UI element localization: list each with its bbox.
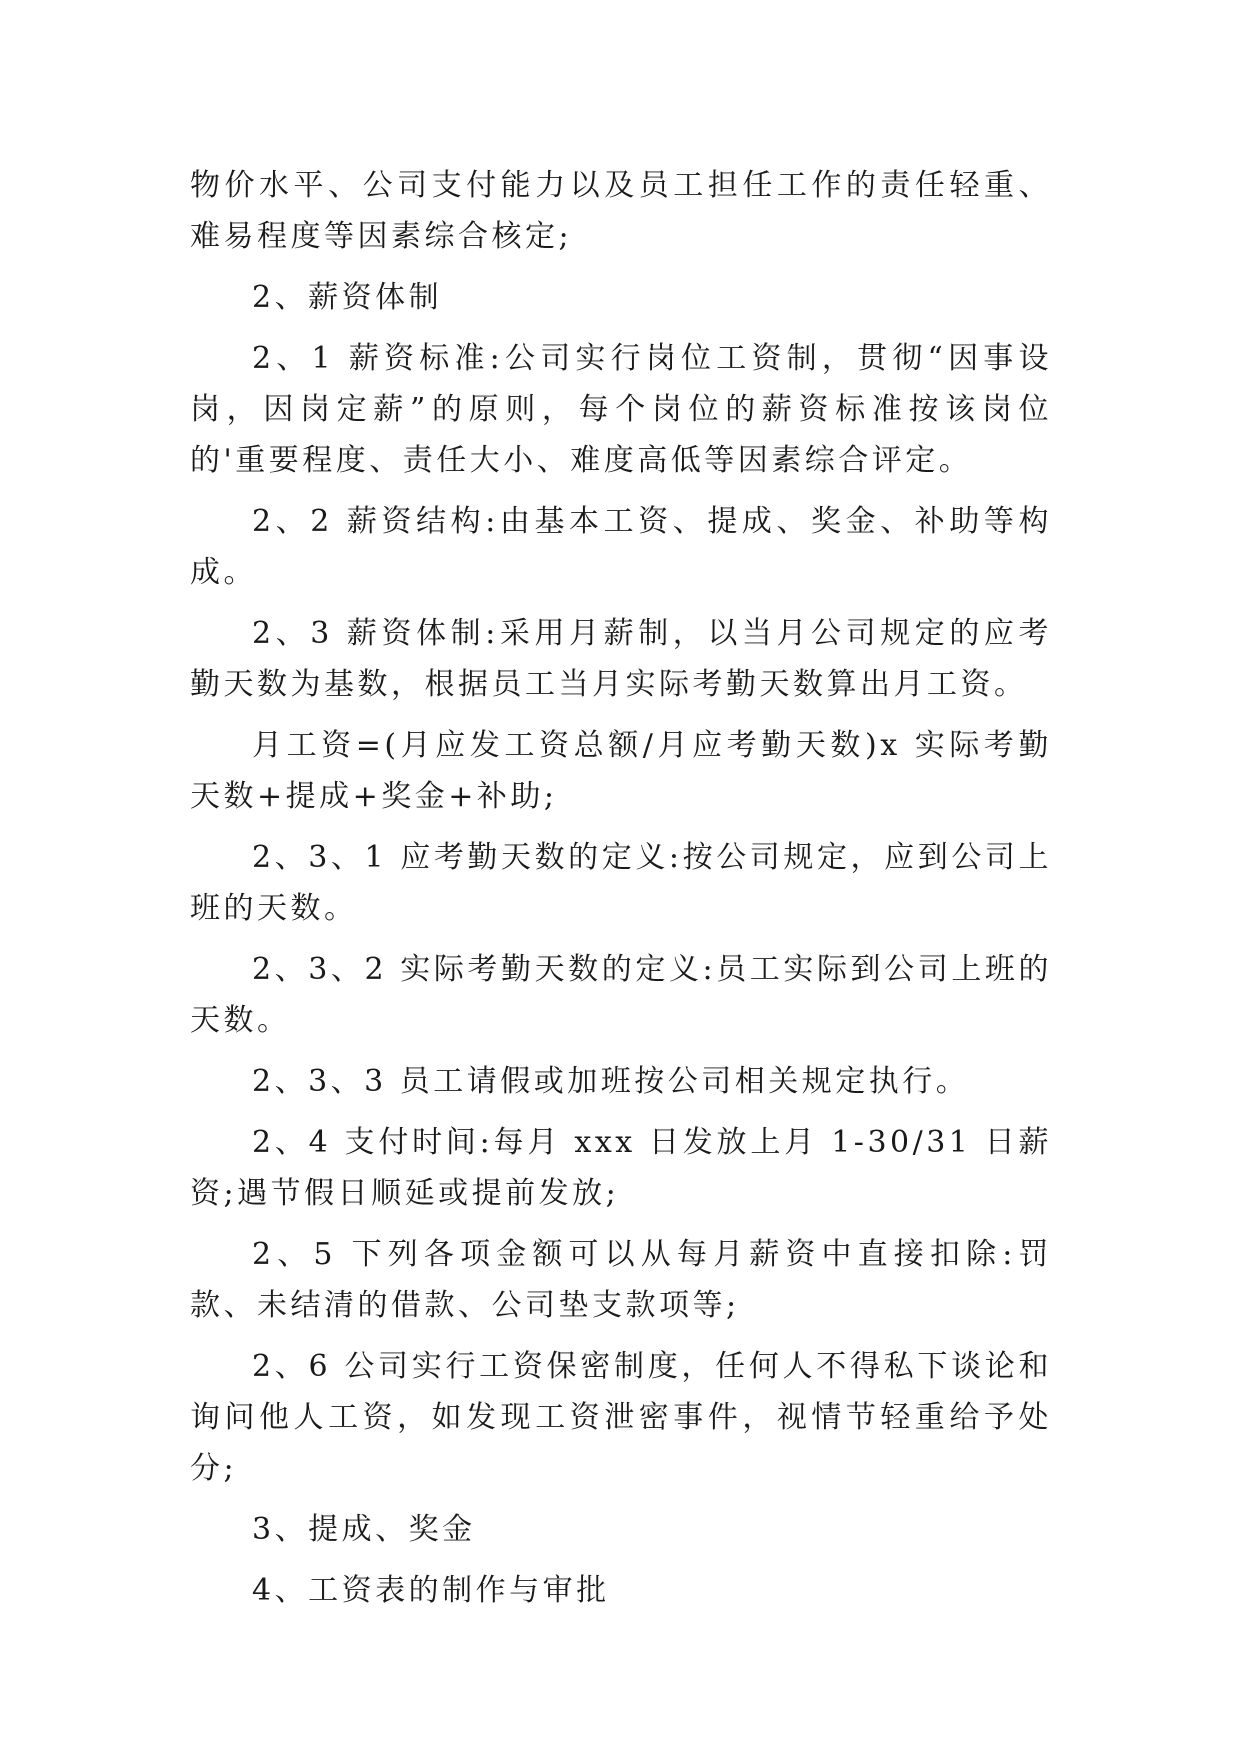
paragraph-continuation: 物价水平、公司支付能力以及员工担任工作的责任轻重、难易程度等因素综合核定; bbox=[190, 168, 1052, 254]
paragraph-salary-formula: 月工资=(月应发工资总额/月应考勤天数)x 实际考勤天数+提成+奖金+补助; bbox=[190, 728, 1052, 814]
paragraph-actual-days: 2、3、2 实际考勤天数的定义:员工实际到公司上班的天数。 bbox=[190, 952, 1052, 1038]
document-body bbox=[190, 160, 1052, 1626]
heading-salary-system: 2、薪资体制 bbox=[252, 280, 443, 315]
heading-commission-bonus: 3、提成、奖金 bbox=[252, 1512, 476, 1547]
paragraph-payment-time: 2、4 支付时间:每月 xxx 日发放上月 1-30/31 日薪资;遇节假日顺延或提前发放; bbox=[190, 1125, 1052, 1211]
paragraph-confidentiality: 2、6 公司实行工资保密制度，任何人不得私下谈论和询问他人工资，如发现工资泄密事件，视情节轻重给予处分; bbox=[190, 1349, 1052, 1486]
paragraph-deductions: 2、5 下列各项金额可以从每月薪资中直接扣除:罚款、未结清的借款、公司垫支款项等; bbox=[190, 1237, 1052, 1323]
paragraph-salary-structure: 2、2 薪资结构:由基本工资、提成、奖金、补助等构成。 bbox=[190, 504, 1052, 590]
paragraph-leave-overtime: 2、3、3 员工请假或加班按公司相关规定执行。 bbox=[252, 1064, 970, 1099]
paragraph-required-days: 2、3、1 应考勤天数的定义:按公司规定，应到公司上班的天数。 bbox=[190, 840, 1052, 926]
heading-payroll-approval: 4、工资表的制作与审批 bbox=[252, 1573, 610, 1608]
paragraph-salary-regime: 2、3 薪资体制:采用月薪制，以当月公司规定的应考勤天数为基数，根据员工当月实际考勤天数算出月工资。 bbox=[190, 616, 1052, 702]
paragraph-salary-standard: 2、1 薪资标准:公司实行岗位工资制，贯彻“因事设岗，因岗定薪”的原则，每个岗位的薪资标准按该岗位的'重要程度、责任大小、难度高低等因素综合评定。 bbox=[190, 341, 1052, 478]
